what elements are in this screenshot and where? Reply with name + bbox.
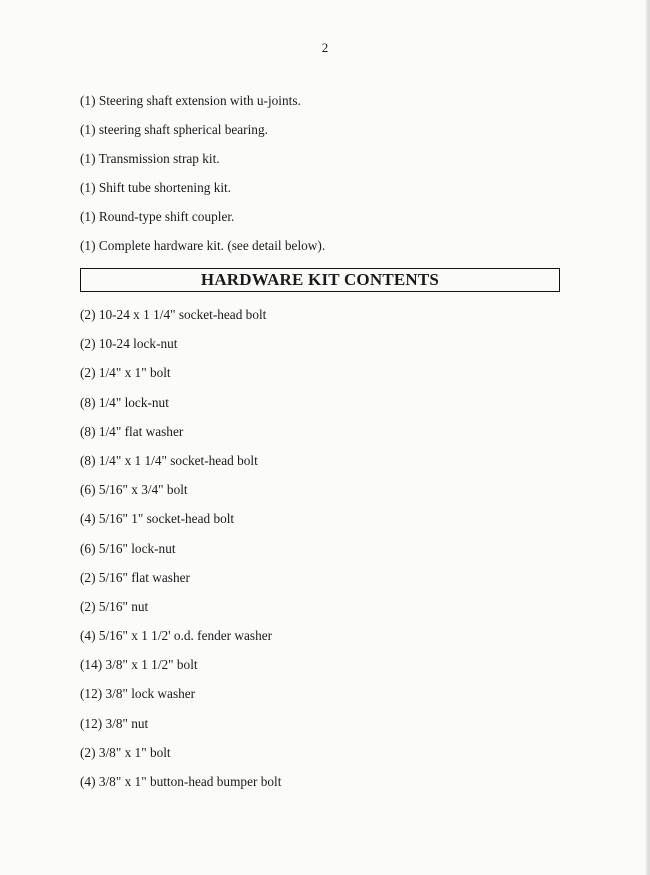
list-item: (6) 5/16" x 3/4" bolt [80,482,188,498]
list-item: (4) 3/8" x 1" button-head bumper bolt [80,774,282,789]
list-item: (1) Steering shaft extension with u-joints. [80,93,301,108]
list-item: (1) Round-type shift coupler. [80,209,235,224]
list-item: (14) 3/8" x 1 1/2" bolt [80,657,198,673]
list-item: (4) 5/16" x 1 1/2' o.d. fender washer [80,628,273,644]
list-item: (6) 5/16" lock-nut [80,540,176,556]
list-item: (1) Complete hardware kit. (see detail below). [80,238,326,253]
list-item: (2) 1/4" x 1" bolt [80,365,171,381]
list-item: (12) 3/8" lock washer [80,686,196,702]
list-item: (1) steering shaft spherical bearing. [80,122,268,137]
hardware-kit-heading: HARDWARE KIT CONTENTS [80,268,560,292]
kit-items-list [80,94,325,268]
hardware-items-list [80,308,281,804]
list-item: (12) 3/8" nut [80,715,149,731]
list-item: (2) 10-24 lock-nut [80,336,178,352]
page-edge [646,0,650,875]
list-item: (8) 1/4" flat washer [80,423,184,439]
list-item: (4) 5/16" 1" socket-head bolt [80,511,235,527]
list-item: (2) 5/16" nut [80,598,149,614]
list-item: (1) Transmission strap kit. [80,151,220,166]
list-item: (8) 1/4" x 1 1/4" socket-head bolt [80,452,258,468]
list-item: (8) 1/4" lock-nut [80,394,169,410]
list-item: (2) 10-24 x 1 1/4" socket-head bolt [80,307,267,322]
list-item: (2) 5/16" flat washer [80,569,190,585]
list-item: (1) Shift tube shortening kit. [80,180,232,195]
page-number: 2 [321,40,329,55]
list-item: (2) 3/8" x 1" bolt [80,744,171,760]
